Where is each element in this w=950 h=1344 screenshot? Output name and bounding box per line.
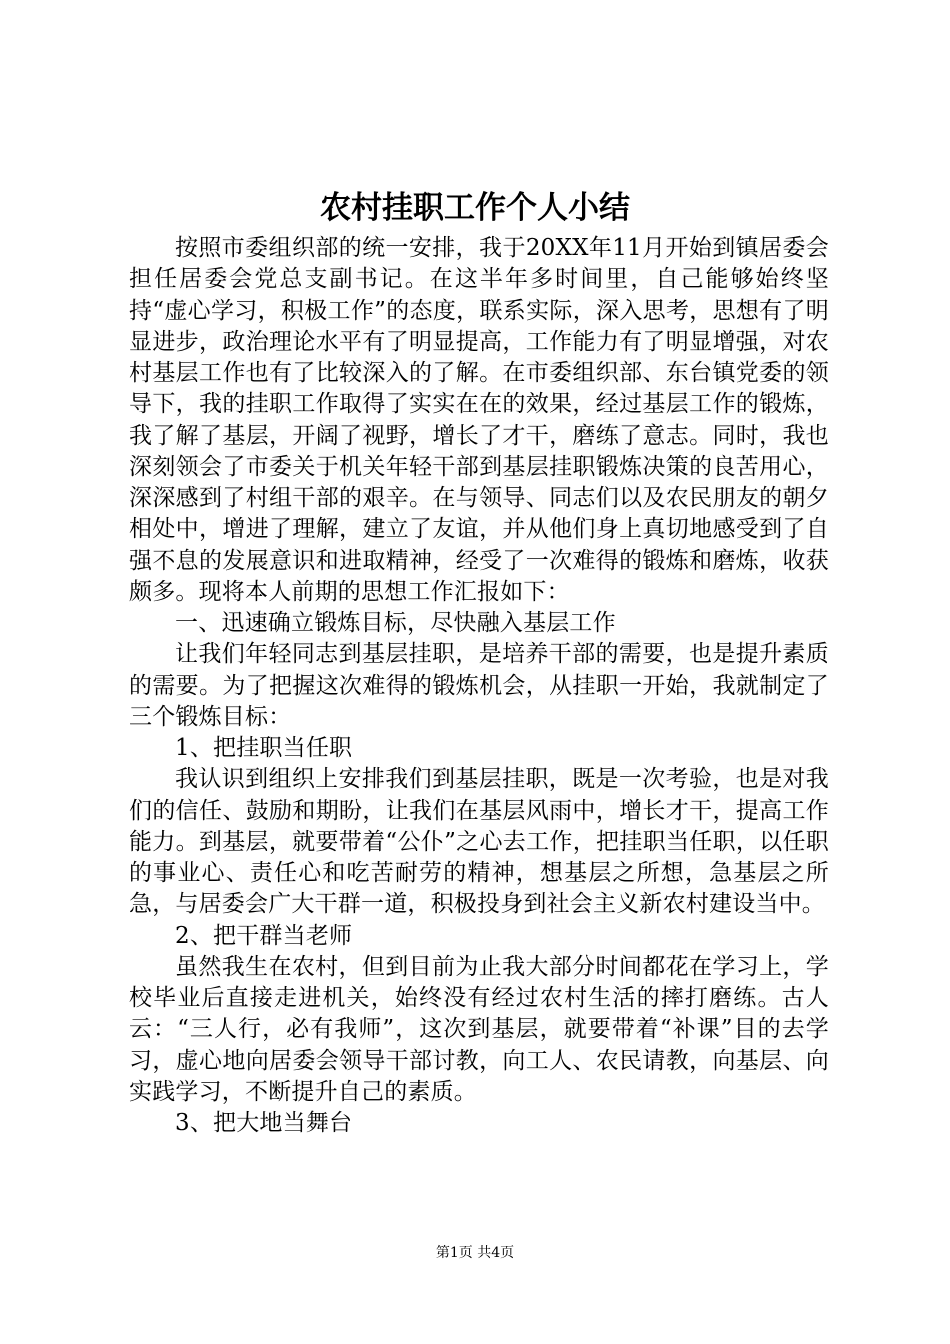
subheading-3: 3、把大地当舞台 [175, 1110, 353, 1136]
document-body [129, 233, 829, 1139]
subheading-2: 2、把干群当老师 [175, 922, 353, 949]
paragraph-subsection-2: 虽然我生在农村，但到目前为止我大部分时间都花在学习上，学校毕业后直接走进机关，始终没有经过农村生活的摔打磨练。古人云：“三人行，必有我师”，这次到基层，就要带着“补课”目的去学习，虚心地向居委会领导干部讨教，向工人、农民请教，向基层、向实践学习，不断提升自己的素质。 [129, 953, 829, 1105]
subheading-1: 1、把挂职当任职 [175, 735, 353, 761]
section-heading-1: 一、迅速确立锻炼目标，尽快融入基层工作 [175, 610, 616, 636]
paragraph-subsection-1: 我认识到组织上安排我们到基层挂职，既是一次考验，也是对我们的信任、鼓励和期盼，让我们在基层风雨中，增长才干，提高工作能力。到基层，就要带着“公仆”之心去工作，把挂职当任职，以任职的事业心、责任心和吃苦耐劳的精神，想基层之所想，急基层之所急，与居委会广大干群一道，积极投身到社会主义新农村建设当中。 [129, 766, 829, 918]
paragraph-intro: 按照市委组织部的统一安排，我于20XX年11月开始到镇居委会担任居委会党总支副书记。在这半年多时间里，自己能够始终坚持“虚心学习，积极工作”的态度，联系实际，深入思考，思想有了明显进步，政治理论水平有了明显提高，工作能力有了明显增强，对农村基层工作也有了比较深入的了解。在市委组织部、东台镇党委的领导下，我的挂职工作取得了实实在在的效果，经过基层工作的锻炼，我了解了基层，开阔了视野，增长了才干，磨练了意志。同时，我也深刻领会了市委关于机关年轻干部到基层挂职锻炼决策的良苦用心，深深感到了村组干部的艰辛。在与领导、同志们以及农民朋友的朝夕相处中，增进了理解，建立了友谊，并从他们身上真切地感受到了自强不息的发展意识和进取精神，经受了一次难得的锻炼和磨炼，收获颇多。现将本人前期的思想工作汇报如下： [129, 235, 829, 605]
paragraph-section-1: 让我们年轻同志到基层挂职，是培养干部的需要，也是提升素质的需要。为了把握这次难得的锻炼机会，从挂职一开始，我就制定了三个锻炼目标： [129, 641, 829, 730]
document-title: 农村挂职工作个人小结 [320, 190, 630, 226]
page-footer: 第1页 共4页 [435, 1245, 515, 1261]
